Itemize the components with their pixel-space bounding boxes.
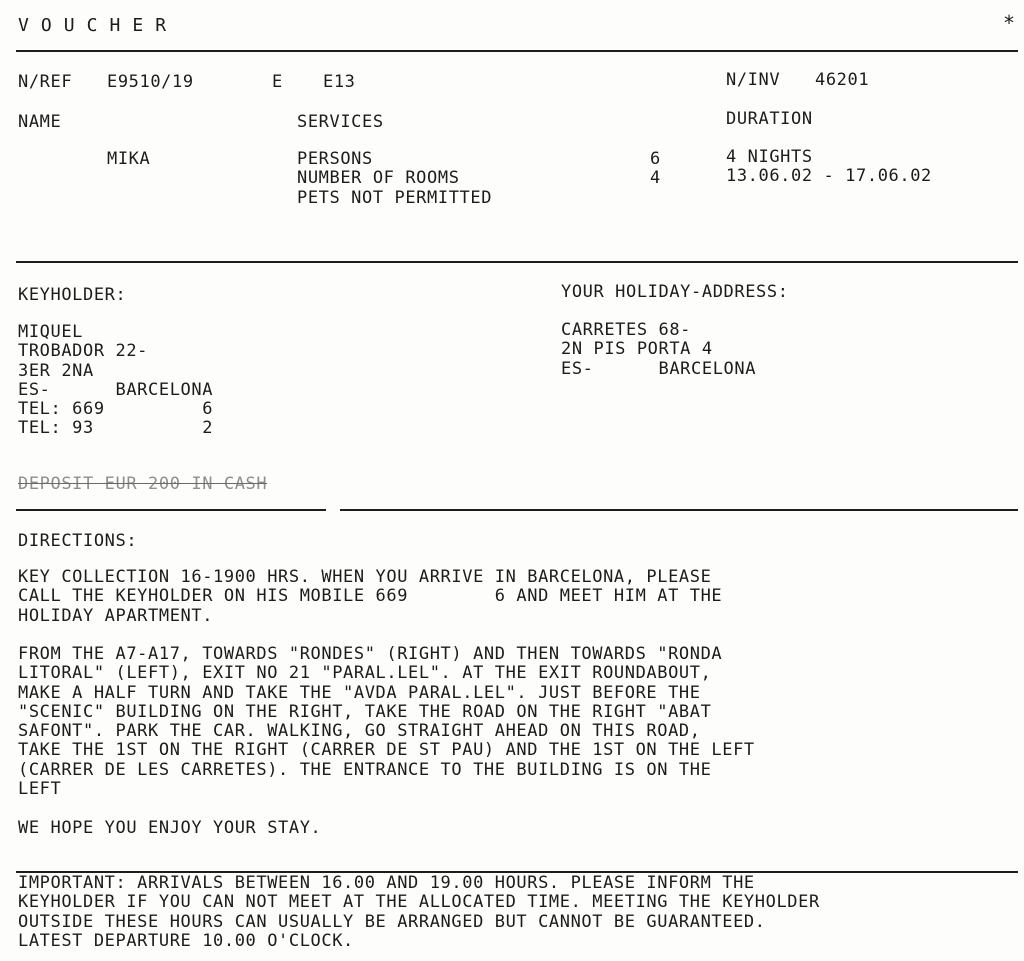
duration-header: DURATION [726, 109, 813, 129]
directions-key-collection [18, 568, 722, 626]
important-line: LATEST DEPARTURE 10.00 O'CLOCK. [18, 930, 354, 951]
voucher-title: V O U C H E R [18, 15, 167, 36]
divider-top [16, 50, 1018, 52]
service-item: PETS NOT PERMITTED [297, 187, 493, 208]
duration-dates: 13.06.02 - 17.06.02 [726, 166, 932, 187]
directions-line: HOLIDAY APARTMENT. [18, 605, 214, 626]
e-label: E [272, 72, 283, 92]
asterisk-mark: * [1003, 11, 1016, 35]
directions-line: CALL THE KEYHOLDER ON HIS MOBILE 669 6 AND MEET HIM AT THE [18, 586, 723, 607]
inv-value: 46201 [815, 70, 870, 90]
service-item: PERSONS [297, 149, 373, 169]
keyholder-line: 3ER 2NA [18, 360, 94, 381]
closing-note: WE HOPE YOU ENJOY YOUR STAY. [18, 818, 322, 838]
guest-name: MIKA [107, 149, 151, 169]
directions-line: MAKE A HALF TURN AND TAKE THE "AVDA PARAL.LEL". JUST BEFORE THE [18, 682, 701, 703]
ref-value: E9510/19 [107, 72, 194, 92]
directions-line: LITORAL" (LEFT), EXIT NO 21 "PARAL.LEL". AT THE EXIT ROUNDABOUT, [18, 663, 712, 684]
duration-nights: 4 NIGHTS [726, 147, 813, 167]
ref-label: N/REF [18, 72, 73, 92]
keyholder-label: KEYHOLDER: [18, 285, 127, 305]
directions-line: SAFONT". PARK THE CAR. WALKING, GO STRAIGHT AHEAD ON THIS ROAD, [18, 721, 701, 742]
service-value: 6 [650, 149, 661, 169]
keyholder-address [18, 323, 213, 439]
service-item: NUMBER OF ROOMS [297, 168, 460, 189]
important-line: OUTSIDE THESE HOURS CAN USUALLY BE ARRANGED BUT CANNOT BE GUARANTEED. [18, 911, 766, 932]
holiday-address-line: ES- BARCELONA [561, 358, 757, 379]
keyholder-line: TROBADOR 22- [18, 341, 149, 362]
directions-line: TAKE THE 1ST ON THE RIGHT (CARRER DE ST PAU) AND THE 1ST ON THE LEFT [18, 740, 755, 761]
important-notice [18, 874, 820, 951]
e-value: E13 [323, 72, 356, 92]
keyholder-phone: TEL: 669 6 [18, 399, 214, 420]
holiday-address-line: 2N PIS PORTA 4 [561, 339, 713, 360]
divider-booking [16, 261, 1018, 263]
duration-values [726, 148, 932, 187]
directions-line: (CARRER DE LES CARRETES). THE ENTRANCE TO THE BUILDING IS ON THE [18, 759, 712, 780]
services-list [297, 150, 492, 208]
divider-deposit-left [16, 509, 326, 511]
directions-route [18, 645, 755, 799]
important-line: KEYHOLDER IF YOU CAN NOT MEET AT THE ALLOCATED TIME. MEETING THE KEYHOLDER [18, 892, 820, 913]
divider-deposit-right [340, 509, 1018, 511]
services-header: SERVICES [297, 112, 384, 132]
inv-label: N/INV [726, 70, 781, 90]
holiday-address [561, 321, 756, 379]
important-line: IMPORTANT: ARRIVALS BETWEEN 16.00 AND 19.00 HOURS. PLEASE INFORM THE [18, 873, 755, 893]
holiday-address-label: YOUR HOLIDAY-ADDRESS: [561, 282, 789, 302]
directions-line: KEY COLLECTION 16-1900 HRS. WHEN YOU ARRIVE IN BARCELONA, PLEASE [18, 567, 712, 587]
service-value: 4 [650, 168, 661, 189]
directions-label: DIRECTIONS: [18, 531, 138, 551]
keyholder-line: ES- BARCELONA [18, 379, 214, 400]
holiday-address-line: CARRETES 68- [561, 320, 692, 340]
keyholder-line: MIQUEL [18, 322, 84, 342]
service-values [650, 150, 661, 189]
deposit-note: DEPOSIT EUR 200 IN CASH [18, 474, 268, 494]
directions-line: "SCENIC" BUILDING ON THE RIGHT, TAKE THE ROAD ON THE RIGHT "ABAT [18, 701, 712, 722]
keyholder-phone: TEL: 93 2 [18, 418, 214, 439]
directions-line: FROM THE A7-A17, TOWARDS "RONDES" (RIGHT) AND THEN TOWARDS "RONDA [18, 644, 723, 664]
name-header: NAME [18, 112, 62, 132]
directions-line: LEFT [18, 779, 62, 800]
